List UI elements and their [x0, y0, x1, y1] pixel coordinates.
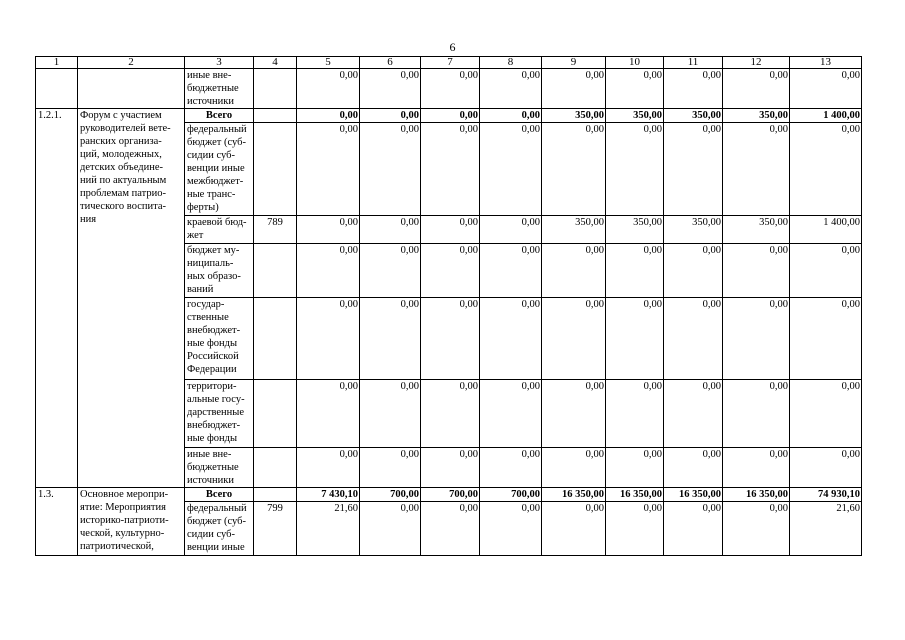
value-cell: 0,00	[542, 502, 606, 556]
value-cell: 7 430,10	[297, 488, 360, 502]
value-cell: 0,00	[480, 244, 542, 298]
column-number-row	[36, 57, 862, 69]
value-cell: 0,00	[421, 298, 480, 380]
value-cell: 0,00	[360, 298, 421, 380]
value-cell: 0,00	[606, 123, 664, 216]
budget-table	[35, 56, 862, 556]
code-cell	[254, 109, 297, 123]
col-header: 9	[542, 57, 606, 69]
value-cell: 0,00	[606, 502, 664, 556]
value-cell: 74 930,10	[790, 488, 862, 502]
value-cell: 0,00	[297, 380, 360, 448]
value-cell: 0,00	[723, 244, 790, 298]
source-cell: Всего	[185, 488, 254, 502]
value-cell: 350,00	[606, 109, 664, 123]
value-cell: 350,00	[664, 216, 723, 244]
value-cell: 0,00	[723, 69, 790, 109]
code-cell	[254, 448, 297, 488]
source-cell: Всего	[185, 109, 254, 123]
value-cell: 350,00	[542, 216, 606, 244]
value-cell: 0,00	[606, 448, 664, 488]
source-cell: государ- ственные внебюджет- ные фонды Российской Федерации	[185, 298, 254, 380]
value-cell: 0,00	[297, 109, 360, 123]
value-cell: 16 350,00	[723, 488, 790, 502]
item-name-cell	[78, 69, 185, 109]
value-cell: 0,00	[723, 298, 790, 380]
value-cell: 21,60	[790, 502, 862, 556]
code-cell	[254, 244, 297, 298]
value-cell: 0,00	[480, 380, 542, 448]
page-number: 6	[449, 40, 456, 54]
value-cell: 0,00	[297, 69, 360, 109]
value-cell: 1 400,00	[790, 216, 862, 244]
value-cell: 0,00	[790, 448, 862, 488]
value-cell: 700,00	[421, 488, 480, 502]
col-header: 1	[36, 57, 78, 69]
value-cell: 0,00	[664, 244, 723, 298]
value-cell: 0,00	[421, 502, 480, 556]
value-cell: 0,00	[360, 123, 421, 216]
value-cell: 0,00	[297, 298, 360, 380]
value-cell: 21,60	[297, 502, 360, 556]
table-row	[36, 488, 862, 502]
value-cell: 0,00	[360, 380, 421, 448]
code-cell	[254, 488, 297, 502]
value-cell: 350,00	[723, 109, 790, 123]
code-cell	[254, 298, 297, 380]
table-row	[36, 109, 862, 123]
value-cell: 700,00	[480, 488, 542, 502]
value-cell: 0,00	[480, 109, 542, 123]
value-cell: 350,00	[606, 216, 664, 244]
value-cell: 0,00	[480, 123, 542, 216]
value-cell: 0,00	[360, 244, 421, 298]
value-cell: 0,00	[606, 298, 664, 380]
value-cell: 0,00	[542, 123, 606, 216]
value-cell: 0,00	[790, 380, 862, 448]
col-header: 12	[723, 57, 790, 69]
value-cell: 350,00	[542, 109, 606, 123]
col-header: 5	[297, 57, 360, 69]
source-cell: иные вне- бюджетные источники	[185, 448, 254, 488]
value-cell: 0,00	[790, 298, 862, 380]
value-cell: 0,00	[421, 380, 480, 448]
value-cell: 0,00	[360, 502, 421, 556]
value-cell: 0,00	[360, 69, 421, 109]
value-cell: 0,00	[790, 244, 862, 298]
value-cell: 0,00	[542, 69, 606, 109]
code-cell	[254, 380, 297, 448]
value-cell: 0,00	[664, 448, 723, 488]
col-header: 13	[790, 57, 862, 69]
value-cell: 0,00	[664, 380, 723, 448]
value-cell: 0,00	[421, 216, 480, 244]
value-cell: 0,00	[421, 109, 480, 123]
value-cell: 0,00	[480, 216, 542, 244]
value-cell: 0,00	[360, 109, 421, 123]
value-cell: 0,00	[360, 216, 421, 244]
item-name-cell: Форум с участием руководителей вете- ранских организа- ций, молодежных, детских объедине- ний по актуальным проблемам патрио- тического воспита- ния	[78, 109, 185, 488]
value-cell: 700,00	[360, 488, 421, 502]
value-cell: 350,00	[723, 216, 790, 244]
value-cell: 0,00	[421, 69, 480, 109]
value-cell: 0,00	[421, 448, 480, 488]
value-cell: 0,00	[790, 69, 862, 109]
value-cell: 0,00	[360, 448, 421, 488]
col-header: 4	[254, 57, 297, 69]
value-cell: 0,00	[542, 380, 606, 448]
table-row	[36, 69, 862, 109]
source-cell: бюджет му- ниципаль- ных образо- ваний	[185, 244, 254, 298]
col-header: 6	[360, 57, 421, 69]
item-number-cell: 1.2.1.	[36, 109, 78, 488]
code-cell: 789	[254, 216, 297, 244]
col-header: 3	[185, 57, 254, 69]
code-cell	[254, 123, 297, 216]
value-cell: 16 350,00	[542, 488, 606, 502]
source-cell: краевой бюд- жет	[185, 216, 254, 244]
value-cell: 0,00	[542, 298, 606, 380]
value-cell: 0,00	[480, 448, 542, 488]
col-header: 2	[78, 57, 185, 69]
value-cell: 0,00	[480, 298, 542, 380]
value-cell: 0,00	[480, 502, 542, 556]
value-cell: 0,00	[297, 244, 360, 298]
value-cell: 0,00	[664, 69, 723, 109]
value-cell: 0,00	[606, 244, 664, 298]
value-cell: 0,00	[606, 380, 664, 448]
value-cell: 0,00	[723, 448, 790, 488]
col-header: 10	[606, 57, 664, 69]
value-cell: 350,00	[664, 109, 723, 123]
value-cell: 16 350,00	[606, 488, 664, 502]
value-cell: 0,00	[723, 123, 790, 216]
value-cell: 0,00	[664, 502, 723, 556]
item-number-cell: 1.3.	[36, 488, 78, 556]
value-cell: 0,00	[723, 380, 790, 448]
value-cell: 0,00	[664, 298, 723, 380]
value-cell: 0,00	[542, 448, 606, 488]
value-cell: 0,00	[297, 123, 360, 216]
value-cell: 0,00	[480, 69, 542, 109]
value-cell: 0,00	[790, 123, 862, 216]
value-cell: 0,00	[421, 123, 480, 216]
col-header: 8	[480, 57, 542, 69]
code-cell	[254, 69, 297, 109]
value-cell: 0,00	[297, 448, 360, 488]
value-cell: 16 350,00	[664, 488, 723, 502]
value-cell: 0,00	[421, 244, 480, 298]
source-cell: федеральный бюджет (суб- сидии суб- венции иные межбюджет- ные транс- ферты)	[185, 123, 254, 216]
value-cell: 0,00	[542, 244, 606, 298]
value-cell: 1 400,00	[790, 109, 862, 123]
value-cell: 0,00	[723, 502, 790, 556]
value-cell: 0,00	[297, 216, 360, 244]
value-cell: 0,00	[664, 123, 723, 216]
code-cell: 799	[254, 502, 297, 556]
col-header: 11	[664, 57, 723, 69]
item-number-cell	[36, 69, 78, 109]
item-name-cell: Основное меропри- ятие: Мероприятия историко-патриоти- ческой, культурно- патриотической,	[78, 488, 185, 556]
source-cell: территори- альные госу- дарственные внебюджет- ные фонды	[185, 380, 254, 448]
source-cell: иные вне- бюджетные источники	[185, 69, 254, 109]
value-cell: 0,00	[606, 69, 664, 109]
col-header: 7	[421, 57, 480, 69]
source-cell: федеральный бюджет (суб- сидии суб- венции иные	[185, 502, 254, 556]
